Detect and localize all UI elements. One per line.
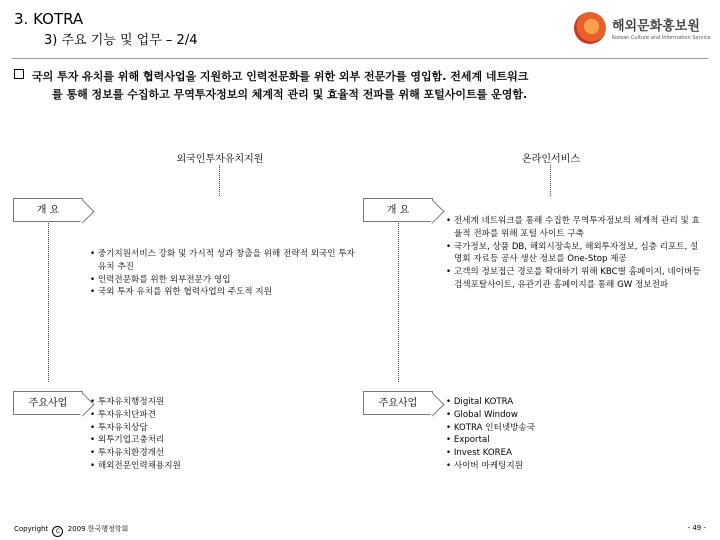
list-item: • Digital KOTRA [446,396,696,409]
right-row-connector [398,220,399,382]
list-item: • KOTRA 인터넷방송국 [446,422,696,435]
list-item: • 투자유치행정지원 [90,396,340,409]
list-item: • 중기지원서비스 강화 및 가시적 성과 창출을 위해 전략적 외국인 투자유치 추진 [90,248,358,274]
right-column-title: 온라인서비스 [522,154,580,165]
left-row-connector [48,220,49,382]
list-item: • 투자유치단파견 [90,409,340,422]
left-column-title: 외국인투자유치지원 [176,154,264,165]
list-item: • 외투기업고충처리 [90,434,340,447]
list-item: • Exportal [446,434,696,447]
left-connector-line [219,165,220,196]
left-overview-label: 개 요 [13,198,83,222]
intro-line-2: 를 통해 정보를 수집하고 무역투자정보의 체계적 관리 및 효율적 전파를 위해 포털사이트를 운영함. [52,88,528,101]
list-item: • 사이버 마케팅지원 [446,460,696,473]
logo-subtitle: Korean Culture and Information Service [612,35,711,41]
logo-emblem-icon [574,12,606,44]
list-item: • 인력전문화를 위한 외부전문가 영입 [90,274,358,287]
checkbox-bullet-icon [14,69,24,79]
list-item: • 투자유치환경개선 [90,447,340,460]
right-main-business-list [446,396,696,473]
organization-logo [574,8,714,52]
list-item: • 전세계 네트워크를 통해 수집한 무역투자정보의 체계적 관리 및 효율적 전파를 위해 포털 사이트 구축 [446,215,704,241]
logo-name: 해외문화홍보원 [612,19,700,34]
intro-statement [14,68,704,104]
right-overview-label: 개 요 [363,198,433,222]
right-main-business-label: 주요사업 [363,391,433,415]
right-overview-list [446,215,704,292]
left-overview-list [90,248,358,299]
list-item: • 해외전문인력채용지원 [90,460,340,473]
page-subtitle: 3) 주요 기능 및 업무 – 2/4 [44,33,198,48]
list-item: • Invest KOREA [446,447,696,460]
left-main-business-label: 주요사업 [13,391,83,415]
list-item: • 투자유치상담 [90,422,340,435]
right-connector-line [550,165,551,196]
copyright-symbol-icon: C [52,526,63,537]
copyright-notice [14,524,128,537]
list-item: • Global Window [446,409,696,422]
intro-line-1: 국의 투자 유치를 위해 협력사업을 지원하고 인력전문화를 위한 외부 전문가를 영입함. 전세계 네트워크 [32,70,529,83]
page-title: 3. KOTRA [14,10,84,28]
header-divider [12,58,708,59]
list-item: • 국가정보, 상품 DB, 해외시장속보, 해외투자정보, 심층 리포트, 설명회 자료등 공사 생산 정보를 One-Stop 제공 [446,241,704,267]
left-main-business-list [90,396,340,473]
page-number: - 49 - [687,524,706,532]
list-item: • 고객의 정보접근 경로를 확대하기 위해 KBC별 홈페이지, 네이버등 검색포탈사이트, 유관기관 홈페이지를 통해 GW 정보전파 [446,266,704,292]
copyright-text: 2009 한국행정학회 [67,525,129,533]
copyright-prefix: Copyright [14,525,49,533]
list-item: • 국외 투자 유치를 위한 협력사업의 주도적 지원 [90,286,358,299]
